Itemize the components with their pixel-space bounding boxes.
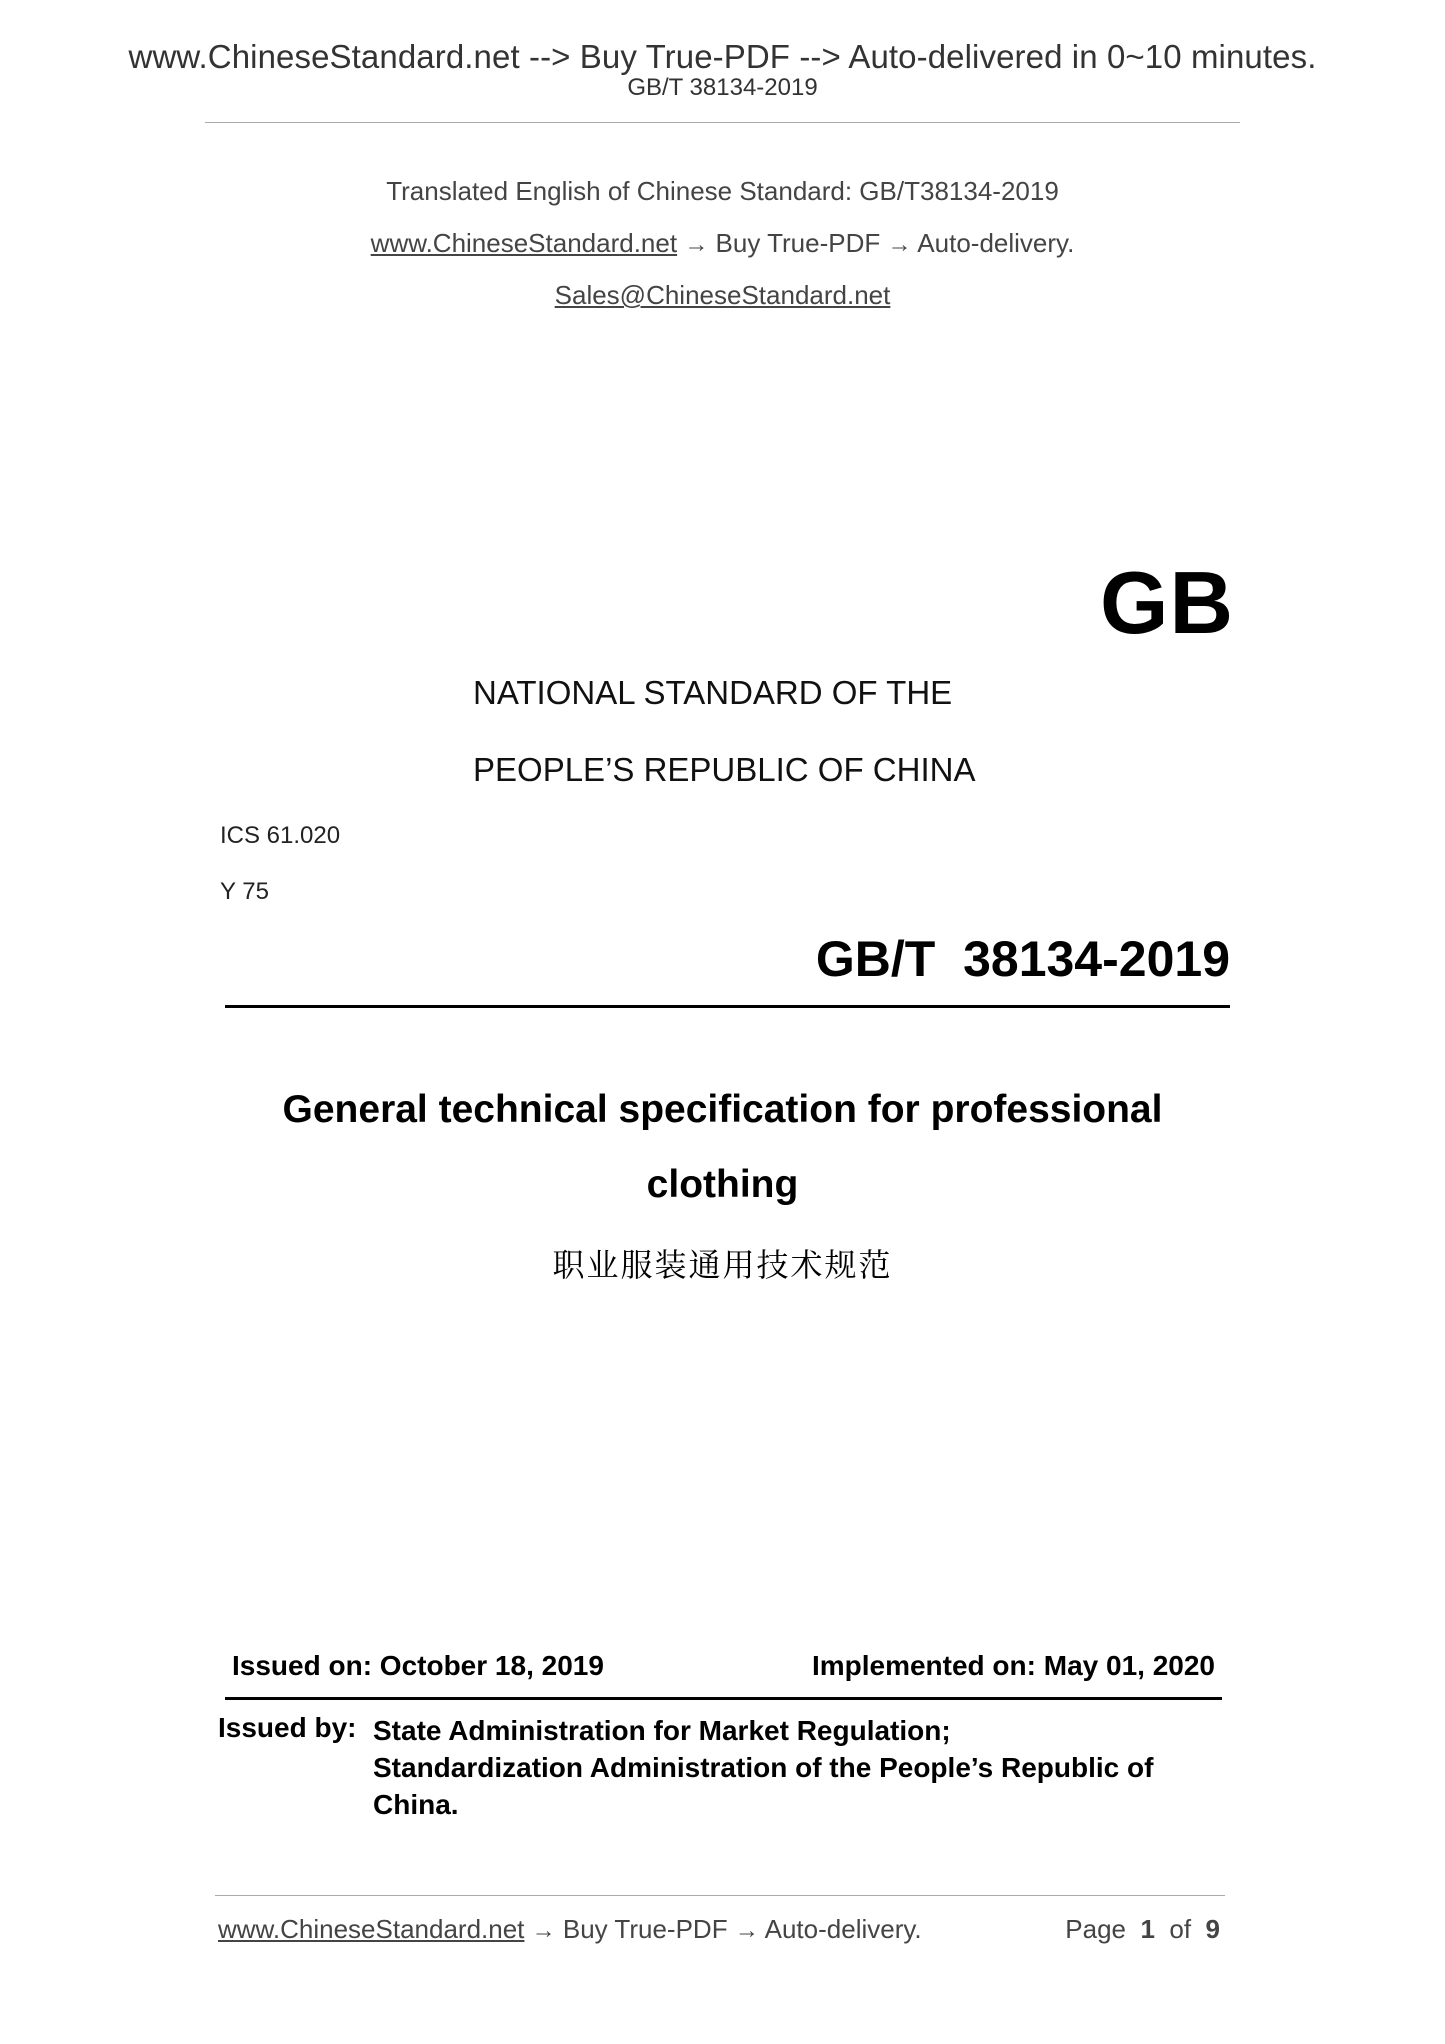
footer-buy-text: Buy True-PDF (562, 1914, 728, 1944)
document-title-line1: General technical specification for professional (282, 1088, 1163, 1131)
implemented-on-date: Implemented on: May 01, 2020 (811, 1650, 1215, 1681)
gb-logo: GB (1100, 553, 1234, 652)
issuer-line: China. (373, 1789, 459, 1820)
national-standard-heading-line1: NATIONAL STANDARD OF THE (473, 674, 953, 711)
standard-number: GB/T 38134-2019 (815, 931, 1230, 987)
sales-email-link[interactable]: Sales@ChineseStandard.net (554, 280, 891, 310)
footer-divider (215, 1895, 1225, 1896)
translation-links (0, 228, 1445, 259)
issuer-line: Standardization Administration of the People’s Republic of (373, 1752, 1154, 1783)
page-of-label: of (1169, 1914, 1192, 1944)
right-arrow-icon: → (531, 1917, 556, 1944)
email-line (0, 280, 1445, 311)
auto-delivery-text: Auto-delivery. (917, 228, 1075, 258)
footer-delivery-text: Auto-delivery. (764, 1914, 922, 1944)
national-standard-heading-line2: PEOPLE’S REPUBLIC OF CHINA (473, 751, 976, 788)
issue-divider (225, 1697, 1222, 1700)
translation-title: Translated English of Chinese Standard: GB/T38134-2019 (386, 176, 1059, 206)
page-total: 9 (1205, 1914, 1220, 1944)
issuer-line: State Administration for Market Regulation; (373, 1715, 951, 1746)
header-divider (205, 122, 1240, 123)
footer-links (218, 1914, 922, 1945)
document-title-chinese: 职业服装通用技术规范 (552, 1246, 893, 1284)
document-title-line2: clothing (646, 1163, 799, 1206)
footer-site-link[interactable]: www.ChineseStandard.net (218, 1914, 525, 1944)
page-indicator (1065, 1914, 1220, 1945)
page-current: 1 (1140, 1914, 1155, 1944)
top-banner[interactable]: www.ChineseStandard.net --> Buy True-PDF --> Auto-delivered in 0~10 minutes. (128, 38, 1317, 75)
page-label: Page (1065, 1914, 1127, 1944)
buy-true-pdf-text: Buy True-PDF (715, 228, 881, 258)
standard-number-divider (225, 1005, 1230, 1008)
classification-code: Y 75 (220, 878, 269, 905)
right-arrow-icon: → (684, 231, 709, 258)
right-arrow-icon: → (887, 231, 912, 258)
issued-on-date: Issued on: October 18, 2019 (232, 1650, 604, 1681)
site-link[interactable]: www.ChineseStandard.net (370, 228, 678, 258)
right-arrow-icon: → (734, 1917, 759, 1944)
issued-by-label: Issued by: (218, 1712, 357, 1743)
ics-code: ICS 61.020 (220, 822, 341, 849)
header-standard-code: GB/T 38134-2019 (627, 74, 818, 101)
